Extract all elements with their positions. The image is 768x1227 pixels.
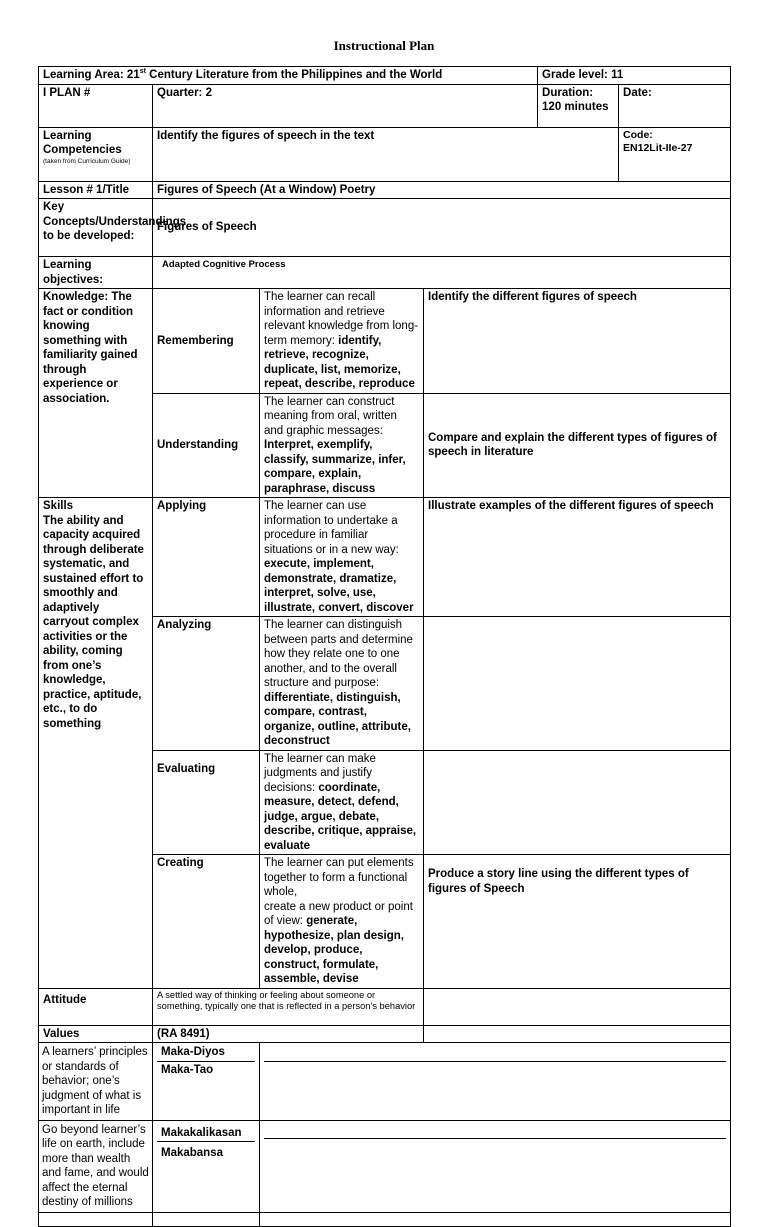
desc-analyzing: The learner can distinguish between parts and determine how they relate one to one another, and to the overall structure and purpose: differentiate, distinguish, compare, contrast, organize, outline, attribute, deconstruct <box>260 617 424 751</box>
objective-remembering: Identify the different figures of speech <box>424 289 731 394</box>
desc-evaluating: The learner can make judgments and justify decisions: coordinate, measure, detect, defend, judge, argue, debate, describe, critique, appraise, evaluate <box>260 750 424 855</box>
instructional-plan-table <box>38 66 731 1227</box>
quarter-cell: Quarter: 2 <box>153 84 538 127</box>
value-maka-tao: Maka-Tao <box>157 1061 255 1078</box>
key-concepts-value: Figures of Speech <box>153 199 731 257</box>
row-values-group-2 <box>39 1120 731 1212</box>
value-makabansa: Makabansa <box>157 1142 255 1162</box>
code-label: Code: <box>623 128 653 141</box>
objectives-value: Adapted Cognitive Process <box>153 257 731 289</box>
desc-understanding: The learner can construct meaning from oral, written and graphic messages: Interpret, exemplify, classify, summarize, infer, compare, explain, paraphrase, discuss <box>260 393 424 498</box>
objectives-label: Learning objectives: <box>39 257 153 289</box>
value-maka-diyos: Maka-Diyos <box>161 1046 225 1058</box>
row-learning-area <box>39 67 731 85</box>
values-blank-1 <box>260 1043 731 1121</box>
values-end-1 <box>39 1212 153 1226</box>
iplan-cell: I PLAN # <box>39 84 153 127</box>
objective-understanding: Compare and explain the different types of figures of speech in literature <box>424 393 731 498</box>
document-title: Instructional Plan <box>333 38 435 53</box>
objective-creating: Produce a story line using the different types of figures of Speech <box>424 855 731 989</box>
code-value: EN12Lit-IIe-27 <box>623 141 693 154</box>
objective-applying: Illustrate examples of the different figures of speech <box>424 498 731 617</box>
skills-desc: The ability and capacity acquired through deliberate systematic, and sustained effort to smoothly and adaptively carryout complex activities or the ability, coming from one’s knowledge, practice, aptitude, etc., to do something <box>43 514 144 730</box>
row-lesson <box>39 181 731 199</box>
values-ra: (RA 8491) <box>153 1025 424 1043</box>
level-understanding: Understanding <box>153 393 260 498</box>
level-evaluating-cell <box>153 750 260 855</box>
competencies-note: (taken from Curriculum Guide) <box>43 157 131 165</box>
attitude-label: Attitude <box>39 988 153 1025</box>
values-note-1: A learners’ principles or standards of behavior; one’s judgment of what is important in life <box>39 1043 153 1121</box>
row-iplan <box>39 84 731 127</box>
competencies-value: Identify the figures of speech in the text <box>153 127 619 181</box>
level-creating: Creating <box>153 855 260 989</box>
values-blank-2 <box>260 1120 731 1212</box>
desc-applying: The learner can use information to undertake a procedure in familiar situations or in a new way: execute, implement, demonstrate, dramatize, interpret, solve, use, illustrate, convert, discover <box>260 498 424 617</box>
level-evaluating: Evaluating <box>157 762 216 775</box>
objective-analyzing <box>424 617 731 751</box>
values-items-2 <box>153 1120 260 1212</box>
row-competencies <box>39 127 731 181</box>
row-values-end <box>39 1212 731 1226</box>
lesson-label: Lesson # 1/Title <box>39 181 153 199</box>
level-remembering: Remembering <box>153 289 260 394</box>
level-applying: Applying <box>153 498 260 617</box>
competencies-label: Learning Competencies <box>43 129 122 156</box>
value-makakalikasan: Makakalikasan <box>161 1126 242 1139</box>
row-values-header <box>39 1025 731 1043</box>
values-end-2 <box>153 1212 260 1226</box>
attitude-desc: A settled way of thinking or feeling about someone or something, typically one that is reflected in a person’s behavior <box>153 988 424 1025</box>
attitude-objective <box>424 988 731 1025</box>
row-key-concepts <box>39 199 731 257</box>
values-note-2: Go beyond learner’s life on earth, include more than wealth and fame, and would affect the eternal destiny of millions <box>39 1120 153 1212</box>
learning-area-cell: Learning Area: 21st Century Literature from the Philippines and the World <box>39 67 538 85</box>
competencies-label-cell <box>39 127 153 181</box>
row-applying <box>39 498 731 617</box>
values-end-3 <box>260 1212 731 1226</box>
key-concepts-label: Key Concepts/Understandings to be developed: <box>39 199 153 257</box>
grade-level-cell: Grade level: 11 <box>538 67 731 85</box>
duration-cell: Duration: 120 minutes <box>538 84 619 127</box>
row-remembering <box>39 289 731 394</box>
values-items-1 <box>153 1043 260 1121</box>
date-cell: Date: <box>619 84 731 127</box>
row-values-group-1 <box>39 1043 731 1121</box>
knowledge-cell: Knowledge: The fact or condition knowing something with familiarity gained through experience or association. <box>39 289 153 498</box>
values-ra-blank <box>424 1025 731 1043</box>
values-label: Values <box>39 1025 153 1043</box>
code-cell <box>619 127 731 181</box>
skills-label: Skills <box>43 500 74 512</box>
skills-cell <box>39 498 153 989</box>
lesson-value: Figures of Speech (At a Window) Poetry <box>153 181 731 199</box>
level-analyzing: Analyzing <box>153 617 260 751</box>
row-objectives <box>39 257 731 289</box>
desc-creating: The learner can put elements together to form a functional whole, create a new product or point of view: generate, hypothesize, plan design, develop, produce, construct, formulate, assemble, devise <box>260 855 424 989</box>
row-attitude <box>39 988 731 1025</box>
desc-remembering: The learner can recall information and retrieve relevant knowledge from long-term memory: identify, retrieve, recognize, duplicate, list, memorize, repeat, describe, reproduce <box>260 289 424 394</box>
objective-evaluating <box>424 750 731 855</box>
